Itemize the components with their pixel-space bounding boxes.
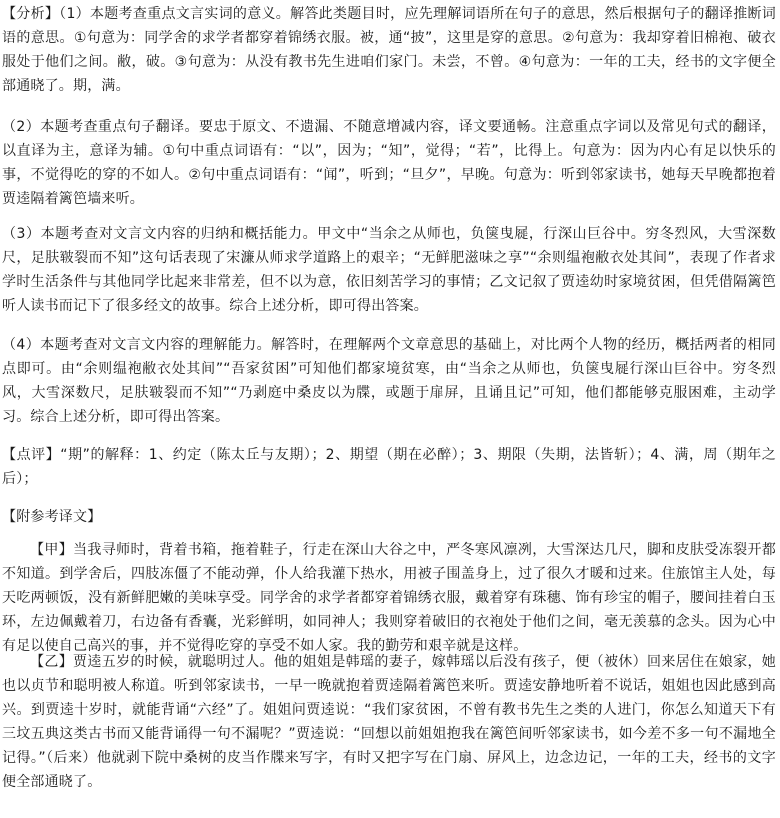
analysis-part-3: （3）本题考查对文言文内容的归纳和概括能力。甲文中“当余之从师也，负箧曳屣，行深山巨谷中。穷冬烈风，大雪深数尺，足肤皲裂而不知”这句话表现了宋濂从师求学道路上的艰辛；“无鲜肥滋味之享”“余则缊袍敝衣处其间”，表现了作者求学时生活条件与其他同学比起来非常差，但不以为意，依旧刻苦学习的事情；乙文记叙了贾逵幼时家境贫困，但凭借隔篱笆听人读书而记下了很多经文的故事。综合上述分析，即可得出答案。	[2, 226, 776, 314]
analysis-part-4: （4）本题考查对文言文内容的理解能力。解答时，在理解两个文章意思的基础上，对比两个人物的经历，概括两者的相同点即可。由“余则缊袍敝衣处其间”“吾家贫困”可知他们都家境贫寒，由“当余之从师也，负箧曳屣行深山巨谷中。穷冬烈风，大雪深数尺，足肤皲裂而不知”“乃剥庭中桑皮以为牒，或题于扉屏，且诵且记”可知，他们都能够克服困难，主动学习。综合上述分析，即可得出答案。	[2, 337, 776, 425]
reference-translation-jia: 【甲】当我寻师时，背着书箱，拖着鞋子，行走在深山大谷之中，严冬寒风凛冽，大雪深达几尺，脚和皮肤受冻裂开都不知道。到学舍后，四肢冻僵了不能动弹，仆人给我灌下热水，用被子围盖身上，过了很久才暖和过来。住旅馆主人处，每天吃两顿饭，没有新鲜肥嫩的美味享受。同学舍的求学者都穿着锦绣衣服，戴着穿有珠穗、饰有珍宝的帽子，腰间挂着白玉环，左边佩戴着刀，右边备有香囊，光彩鲜明，如同神人；我则穿着破旧的衣袍处于他们之间，毫无羡慕的念头。因为心中有足以使自己高兴的事，并不觉得吃穿的享受不如人家。我的勤劳和艰辛就是这样。	[2, 542, 776, 654]
reference-translation-yi: 【乙】贾逵五岁的时候，就聪明过人。他的姐姐是韩瑶的妻子，嫁韩瑶以后没有孩子，便（被休）回来居住在娘家，她也以贞节和聪明被人称道。听到邻家读书，一早一晚就抱着贾逵隔着篱笆来听。贾逵安静地听着不说话，姐姐也因此感到高兴。到贾逵十岁时，就能背诵“六经”了。姐姐问贾逵说：“我们家贫困，不曾有教书先生之类的人进门，你怎么知道天下有三坟五典这类古书而又能背诵得一句不漏呢？”贾逵说：“回想以前姐姐抱我在篱笆间听邻家读书，如今差不多一句不漏地全记得。”（后来）他就剥下院中桑树的皮当作牒来写字，有时又把字写在门扇、屏风上，边念边记，一年的工夫，经书的文字便全部通晓了。	[2, 654, 776, 790]
comment-paragraph: 【点评】“期”的解释：1、约定（陈太丘与友期）；2、期望（期在必醉）；3、期限（失期，法皆斩）；4、满，周（期年之后）；	[2, 447, 776, 487]
reference-heading: 【附参考译文】	[2, 509, 102, 525]
analysis-part-1: 【分析】（1）本题考查重点文言实词的意义。解答此类题目时，应先理解词语所在句子的意思，然后根据句子的翻译推断词语的意思。①句意为：同学舍的求学者都穿着锦绣衣服。被，通“披”，这里是穿的意思。②句意为：我却穿着旧棉袍、破衣服处于他们之间。敝，破。③句意为：从没有教书先生进咱们家门。未尝，不曾。④句意为：一年的工夫，经书的文字便全部通晓了。期，满。	[2, 6, 776, 94]
analysis-part-2: （2）本题考查重点句子翻译。要忠于原文、不遗漏、不随意增减内容，译文要通畅。注意重点字词以及常见句式的翻译，以直译为主，意译为辅。①句中重点词语有：“以”，因为；“知”，觉得；“若”，比得上。句意为：因为内心有足以快乐的事，不觉得吃的穿的不如人。②句中重点词语有：“闻”，听到；“旦夕”，早晚。句意为：听到邻家读书，她每天早晚都抱着贾逵隔着篱笆墙来听。	[2, 119, 776, 207]
